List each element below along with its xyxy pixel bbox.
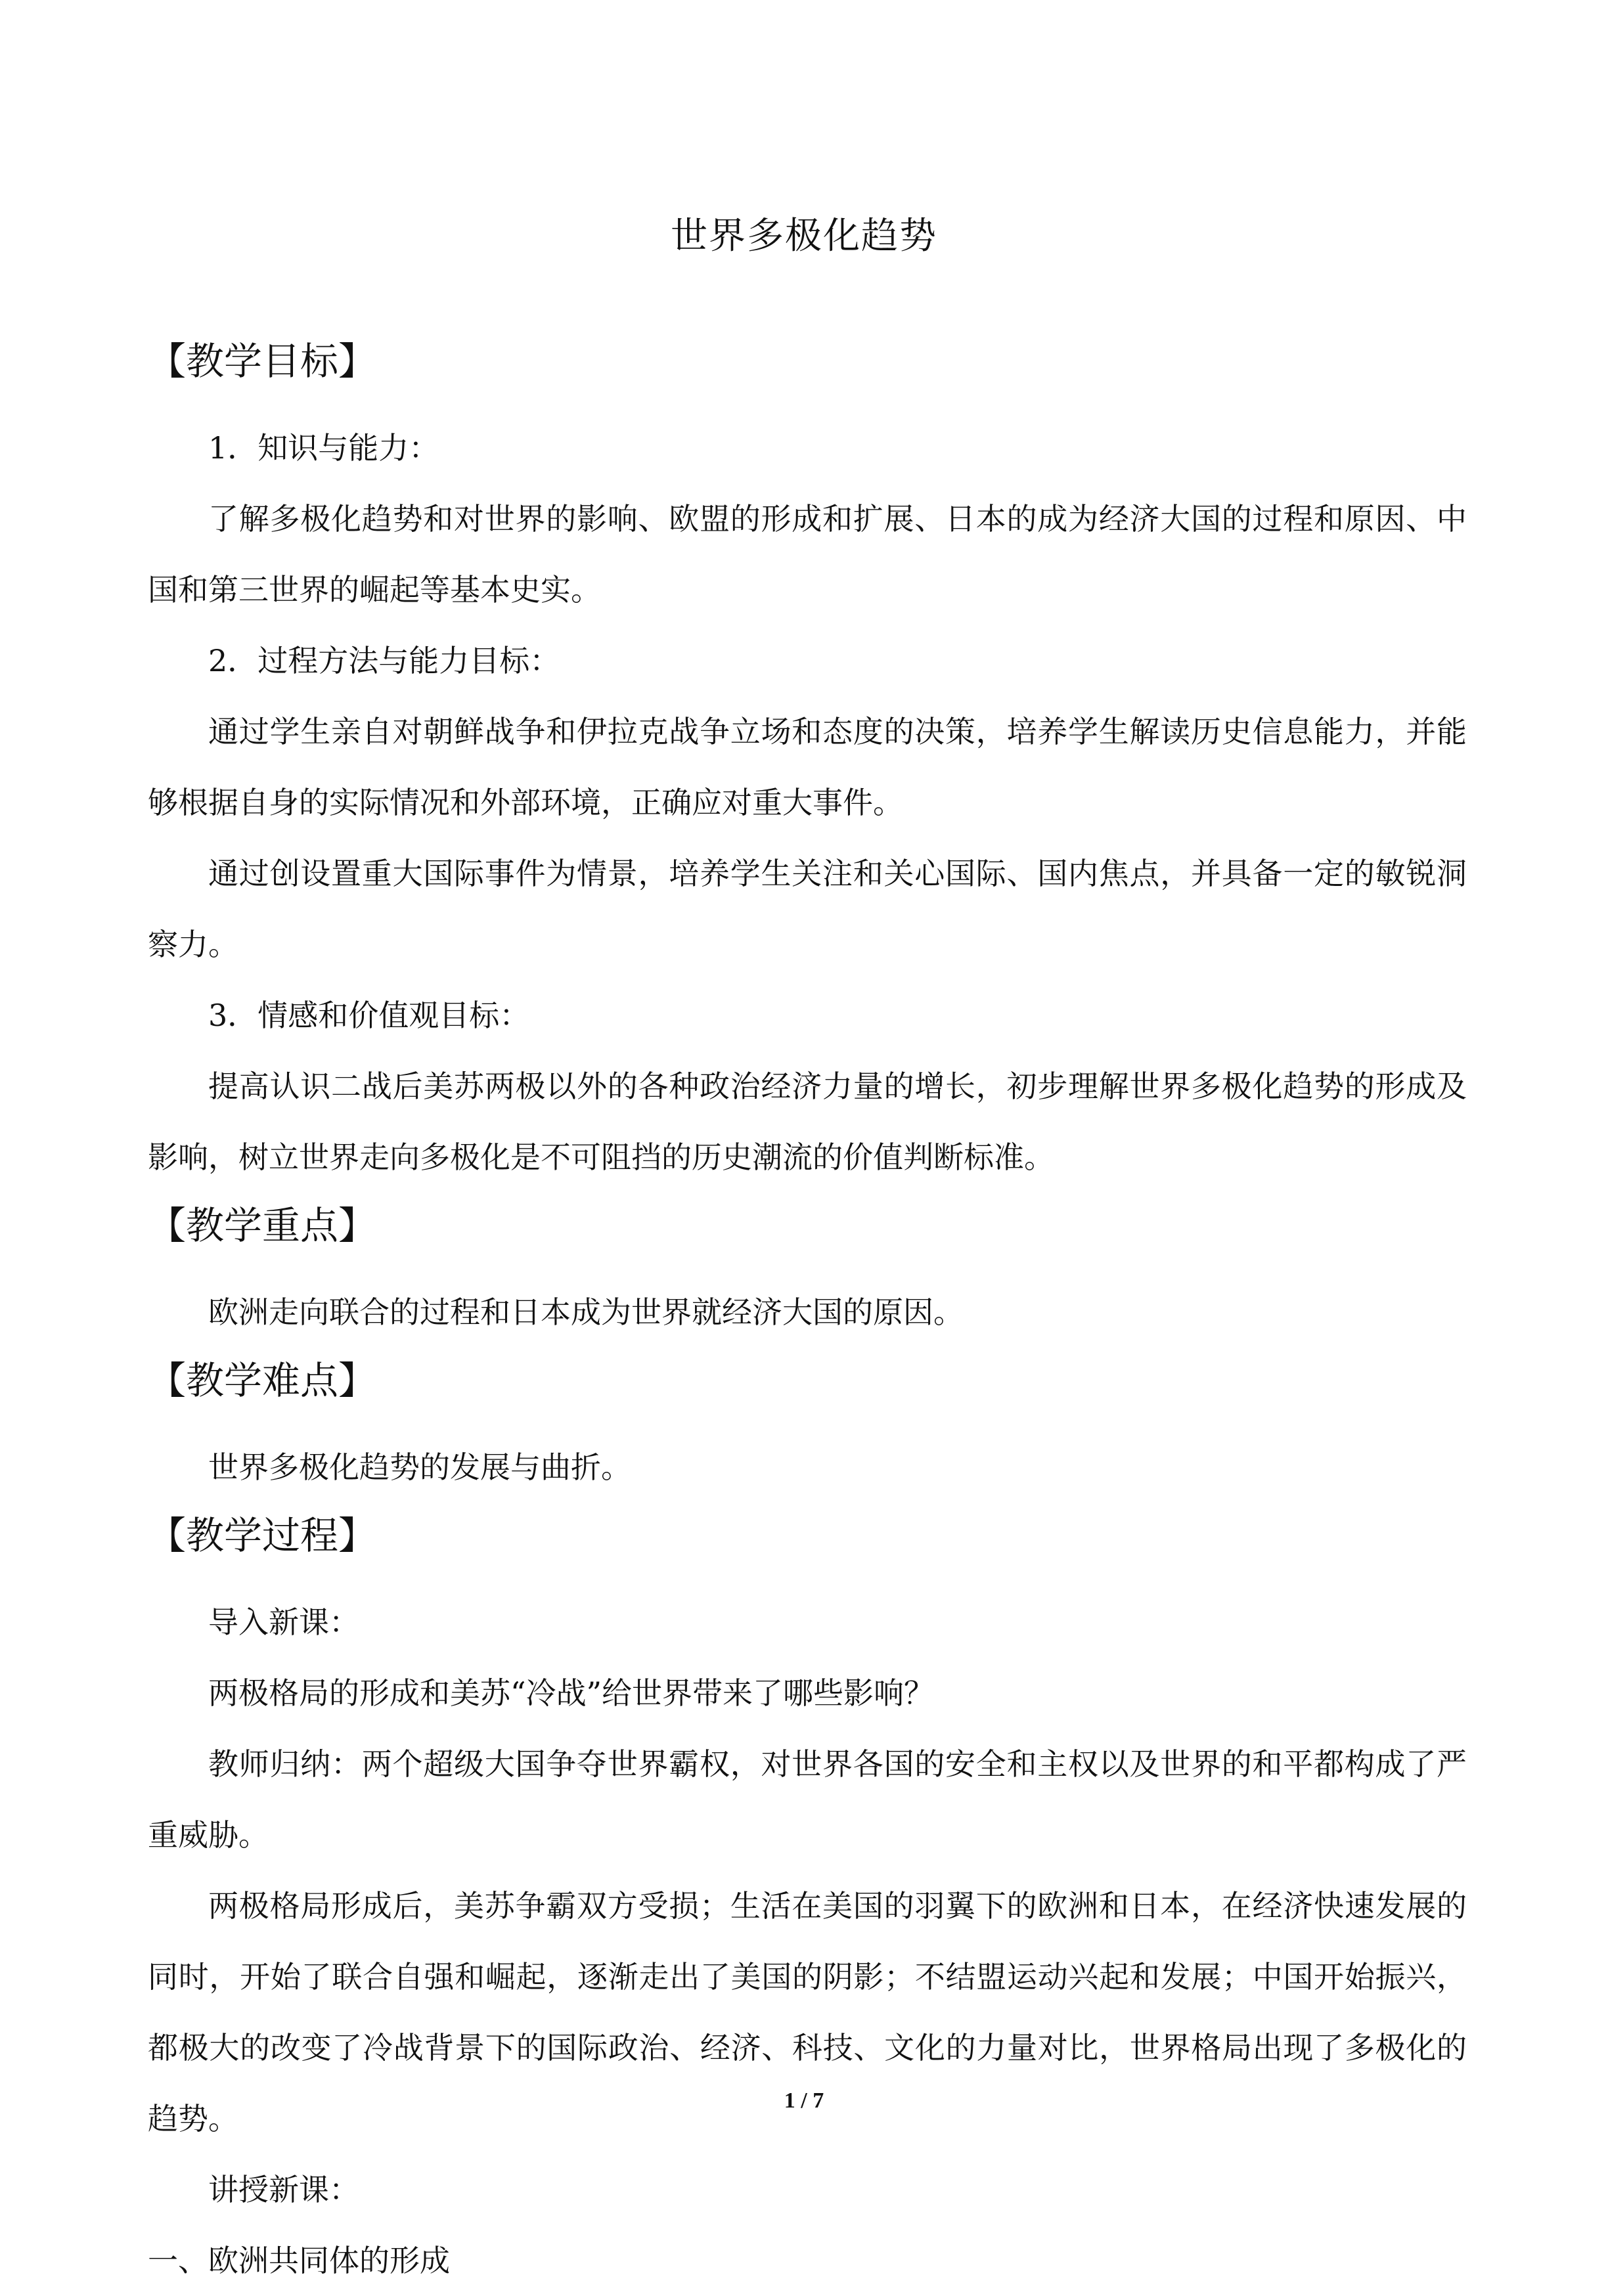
- paragraph: 了解多极化趋势和对世界的影响、欧盟的形成和扩展、日本的成为经济大国的过程和原因、中国和第三世界的崛起等基本史实。: [148, 501, 1467, 607]
- heading-difficulties: 【教学难点】: [148, 1358, 377, 1403]
- paragraph: 教师归纳：两个超级大国争夺世界霸权，对世界各国的安全和主权以及世界的和平都构成了严重威胁。: [148, 1746, 1467, 1853]
- paragraph: 欧洲走向联合的过程和日本成为世界就经济大国的原因。: [208, 1294, 964, 1330]
- paragraph: 3．情感和价值观目标：: [208, 998, 530, 1033]
- paragraph: 2．过程方法与能力目标：: [208, 643, 560, 678]
- paragraph: 世界多极化趋势的发展与曲折。: [208, 1449, 631, 1485]
- heading-objectives: 【教学目标】: [148, 339, 377, 384]
- page-number: 1 / 7: [784, 2088, 824, 2113]
- paragraph: 通过学生亲自对朝鲜战争和伊拉克战争立场和态度的决策，培养学生解读历史信息能力，并能够根据自身的实际情况和外部环境，正确应对重大事件。: [148, 714, 1467, 820]
- heading-process: 【教学过程】: [148, 1513, 377, 1558]
- paragraph: 两极格局形成后，美苏争霸双方受损；生活在美国的羽翼下的欧洲和日本，在经济快速发展的同时，开始了联合自强和崛起，逐渐走出了美国的阴影；不结盟运动兴起和发展；中国开始振兴，都极大的改变了冷战背景下的国际政治、经济、科技、文化的力量对比，世界格局出现了多极化的趋势。: [148, 1888, 1467, 2136]
- paragraph: 讲授新课：: [208, 2172, 359, 2207]
- document-title: 世界多极化趋势: [671, 215, 937, 257]
- paragraph: 提高认识二战后美苏两极以外的各种政治经济力量的增长，初步理解世界多极化趋势的形成及影响，树立世界走向多极化是不可阻挡的历史潮流的价值判断标准。: [148, 1069, 1467, 1175]
- heading-key-points: 【教学重点】: [148, 1203, 377, 1248]
- paragraph: 通过创设置重大国际事件为情景，培养学生关注和关心国际、国内焦点，并具备一定的敏锐洞察力。: [148, 856, 1467, 962]
- paragraph: 两极格局的形成和美苏“冷战”给世界带来了哪些影响？: [208, 1675, 935, 1711]
- paragraph: 导入新课：: [208, 1604, 359, 1640]
- document-body: [148, 328, 1467, 2296]
- section-heading-european-community: 一、欧洲共同体的形成: [148, 2243, 450, 2278]
- paragraph: 1．知识与能力：: [208, 430, 439, 466]
